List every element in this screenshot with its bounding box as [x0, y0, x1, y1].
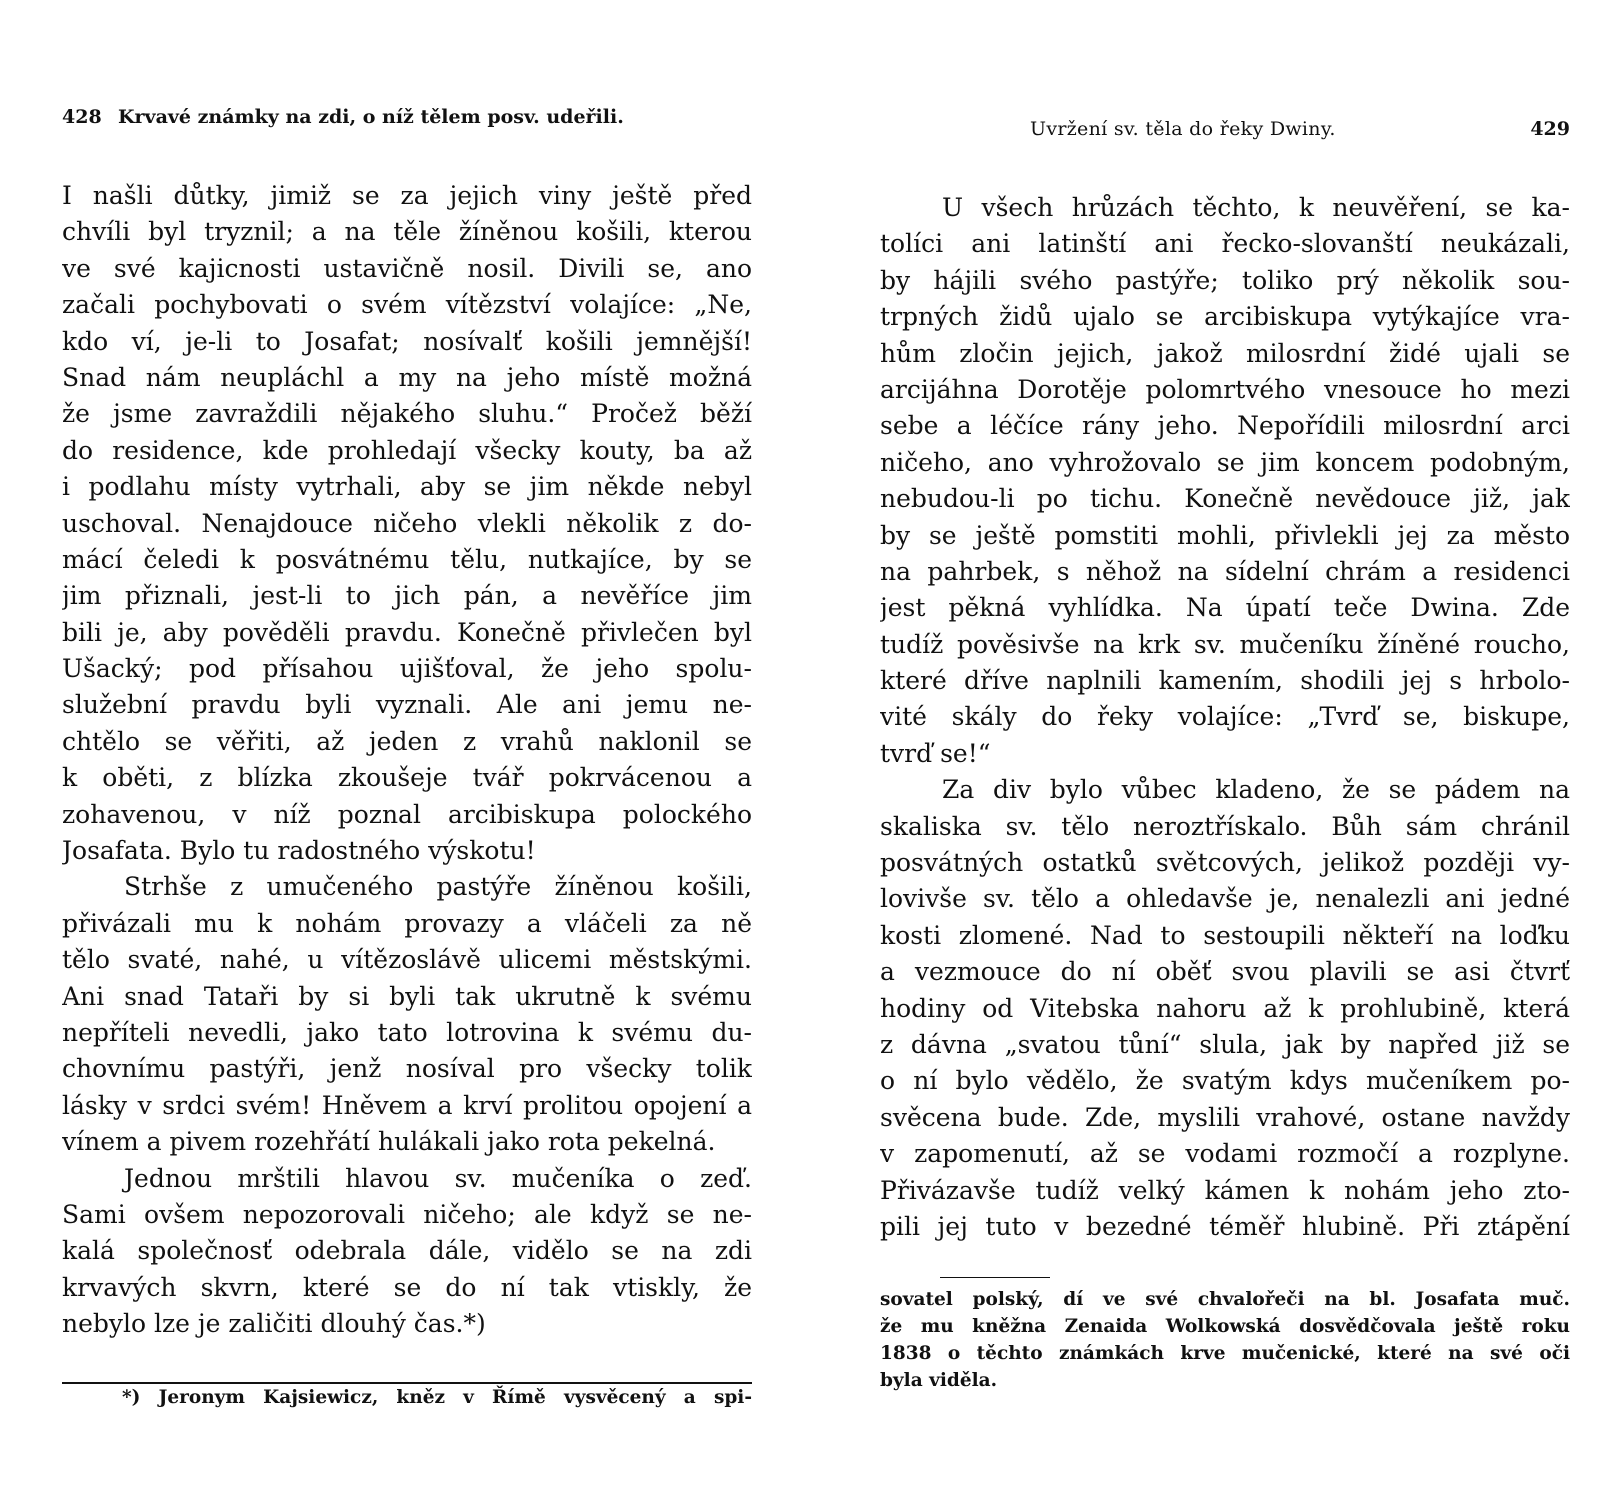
text-line: svěcena bude. Zde, myslili vrahové, ostane navždy [880, 1102, 1570, 1132]
text-line: trpných židů ujalo se arcibiskupa vytýkajíce vra- [880, 302, 1570, 332]
text-line: Sami ovšem nepozorovali ničeho; ale když se ne- [62, 1199, 752, 1229]
text-line: arcijáhna Dorotěje polomrtvého vnesouce ho mezi [880, 374, 1570, 404]
text-line: v zapomenutí, až se vodami rozmočí a rozplyne. [880, 1139, 1570, 1169]
text-line: Snad nám neupláchl a my na jeho místě možná [62, 362, 752, 392]
text-line: by se ještě pomstiti mohli, přivlekli jej za město [880, 520, 1570, 550]
text-line: Ani snad Tataři by si byli tak ukrutně k svému [62, 981, 752, 1011]
text-line: na pahrbek, s něhož na sídelní chrám a residenci [880, 556, 1570, 586]
footnote-line: sovatel polský, dí ve své chvalořeči na bl. Josafata muč. [880, 1289, 1570, 1310]
text-line: U všech hrůzách těchto, k neuvěření, se ka- [942, 193, 1570, 222]
text-line: nepříteli nevedli, jako tato lotrovina k svému du- [62, 1017, 752, 1047]
text-line: krvavých skvrn, které se do ní tak vtiskly, že [62, 1272, 752, 1302]
text-line: bili je, aby pověděli pravdu. Konečně přivlečen byl [62, 617, 752, 647]
text-line: do residence, kde prohledají všecky kouty, ba až [62, 435, 752, 465]
text-line: služební pravdu byli vyznali. Ale ani jemu ne- [62, 690, 752, 720]
text-line: ničeho, ano vyhrožovalo se jim koncem podobným, [880, 447, 1570, 477]
text-line: tudíž pověsivše na krk sv. mučeníku žíněné roucho, [880, 629, 1570, 659]
text-line: vínem a pivem rozehřátí hulákali jako rota pekelná. [62, 1127, 716, 1157]
text-line: I našli důtky, jimiž se za jejich viny ještě před [62, 181, 752, 210]
text-line: z dávna „svatou tůní“ slula, jak by napřed již se [880, 1029, 1570, 1059]
footnote-line: *) Jeronym Kajsiewicz, kněz v Římě vysvěcený a spi- [122, 1387, 752, 1408]
right-body-text [880, 190, 1570, 1245]
text-line: nebudou-li po tichu. Konečně nevědouce již, jak [880, 484, 1570, 514]
left-page-header [62, 106, 752, 136]
text-line: Přivázavše tudíž velký kámen k nohám jeho zto- [880, 1175, 1570, 1205]
text-line: kosti zlomené. Nad to sestoupili někteří na loďku [880, 920, 1570, 950]
right-footnotes [880, 1286, 1570, 1394]
text-line: lásky v srdci svém! Hněvem a krví prolitou opojení a [62, 1090, 752, 1120]
text-line: sebe a léčíce rány jeho. Nepořídili milosrdní arci [880, 411, 1570, 441]
text-line: chtělo se věřiti, až jeden z vrahů naklonil se [62, 726, 752, 756]
text-line: i podlahu místy vytrhali, aby se jim někde nebyl [62, 472, 752, 502]
text-line: o ní bylo vědělo, že svatým kdys mučeníkem po- [880, 1066, 1570, 1096]
text-line: posvátných ostatků světcových, jelikož později vy- [880, 848, 1570, 878]
text-line: začali pochybovati o svém vítězství volajíce: „Ne, [62, 290, 752, 320]
text-line: ve své kajicnosti ustavičně nosil. Divili se, ano [62, 253, 752, 283]
text-line: by hájili svého pastýře; toliko prý několik sou- [880, 265, 1570, 295]
text-line: že jsme zavraždili nějakého sluhu.“ Pročež běží [62, 399, 752, 429]
left-footnotes [62, 1384, 752, 1411]
text-line: jim přiznali, jest-li to jich pán, a nevěříce jim [62, 581, 752, 611]
text-line: Ušacký; pod přísahou ujišťoval, že jeho spolu- [62, 654, 752, 684]
footnote-line: 1838 o těchto známkách krve mučenické, které na své oči [880, 1343, 1570, 1364]
text-line: hům zločin jejich, jakož milosrdní židé ujali se [880, 338, 1570, 368]
right-running-title: Uvržení sv. těla do řeky Dwiny. [1030, 118, 1336, 140]
text-line: Za div bylo vůbec kladeno, že se pádem na [942, 775, 1570, 805]
right-page-number: 429 [1530, 118, 1570, 140]
text-line: které dříve naplnili kamením, shodili jej s hrbolo- [880, 666, 1570, 696]
right-page-header [880, 118, 1570, 148]
text-line: tolíci ani latinští ani řecko-slovanští neukázali, [880, 229, 1570, 259]
left-body-text [62, 178, 752, 1343]
footnote-line: že mu kněžna Zenaida Wolkowská dosvědčovala ještě roku [880, 1316, 1570, 1337]
text-line: Jednou mrštili hlavou sv. mučeníka o zeď. [124, 1163, 752, 1193]
text-line: skaliska sv. tělo neroztřískalo. Bůh sám chránil [880, 811, 1570, 841]
left-running-title: Krvavé známky na zdi, o níž tělem posv. udeřili. [118, 106, 624, 128]
text-line: tělo svaté, nahé, u vítězoslávě ulicemi městskými. [62, 945, 752, 975]
text-line: vité skály do řeky volajíce: „Tvrď se, biskupe, [880, 702, 1570, 732]
text-line: Strhše z umučeného pastýře žíněnou košili, [124, 872, 752, 902]
text-line: kdo ví, je-li to Josafat; nosívalť košili jemnější! [62, 326, 752, 356]
text-line: nebylo lze je zaličiti dlouhý čas.*) [62, 1309, 486, 1339]
text-line: uschoval. Nenajdouce ničeho vlekli několik z do- [62, 508, 752, 538]
text-line: lovivše sv. tělo a ohledavše je, nenalezli ani jedné [880, 884, 1570, 914]
text-line: pili jej tuto v bezedné téměř hlubině. Při ztápění [880, 1211, 1570, 1241]
text-line: mácí čeledi k posvátnému tělu, nutkajíce, by se [62, 544, 752, 574]
text-line: tvrď se!“ [880, 738, 991, 768]
text-line: kalá společnosť odebrala dále, vidělo se na zdi [62, 1236, 752, 1266]
text-line: Josafata. Bylo tu radostného výskotu! [62, 836, 536, 866]
text-line: a vezmouce do ní oběť svou plavili se asi čtvrť [880, 957, 1570, 987]
text-line: chvíli byl tryznil; a na těle žíněnou košili, kterou [62, 217, 752, 247]
text-line: k oběti, z blízka zkoušeje tvář pokrvácenou a [62, 763, 752, 793]
left-page-number: 428 [62, 106, 102, 128]
text-line: chovnímu pastýři, jenž nosíval pro všecky tolik [62, 1054, 752, 1084]
footnote-line: byla viděla. [880, 1370, 998, 1391]
text-line: zohavenou, v níž poznal arcibiskupa polockého [62, 799, 752, 829]
text-line: přivázali mu k nohám provazy a vláčeli za ně [62, 908, 752, 938]
right-footnote-rule [940, 1277, 1050, 1278]
text-line: jest pěkná vyhlídka. Na úpatí teče Dwina. Zde [880, 593, 1570, 623]
text-line: hodiny od Vitebska nahoru až k prohlubině, která [880, 993, 1570, 1023]
